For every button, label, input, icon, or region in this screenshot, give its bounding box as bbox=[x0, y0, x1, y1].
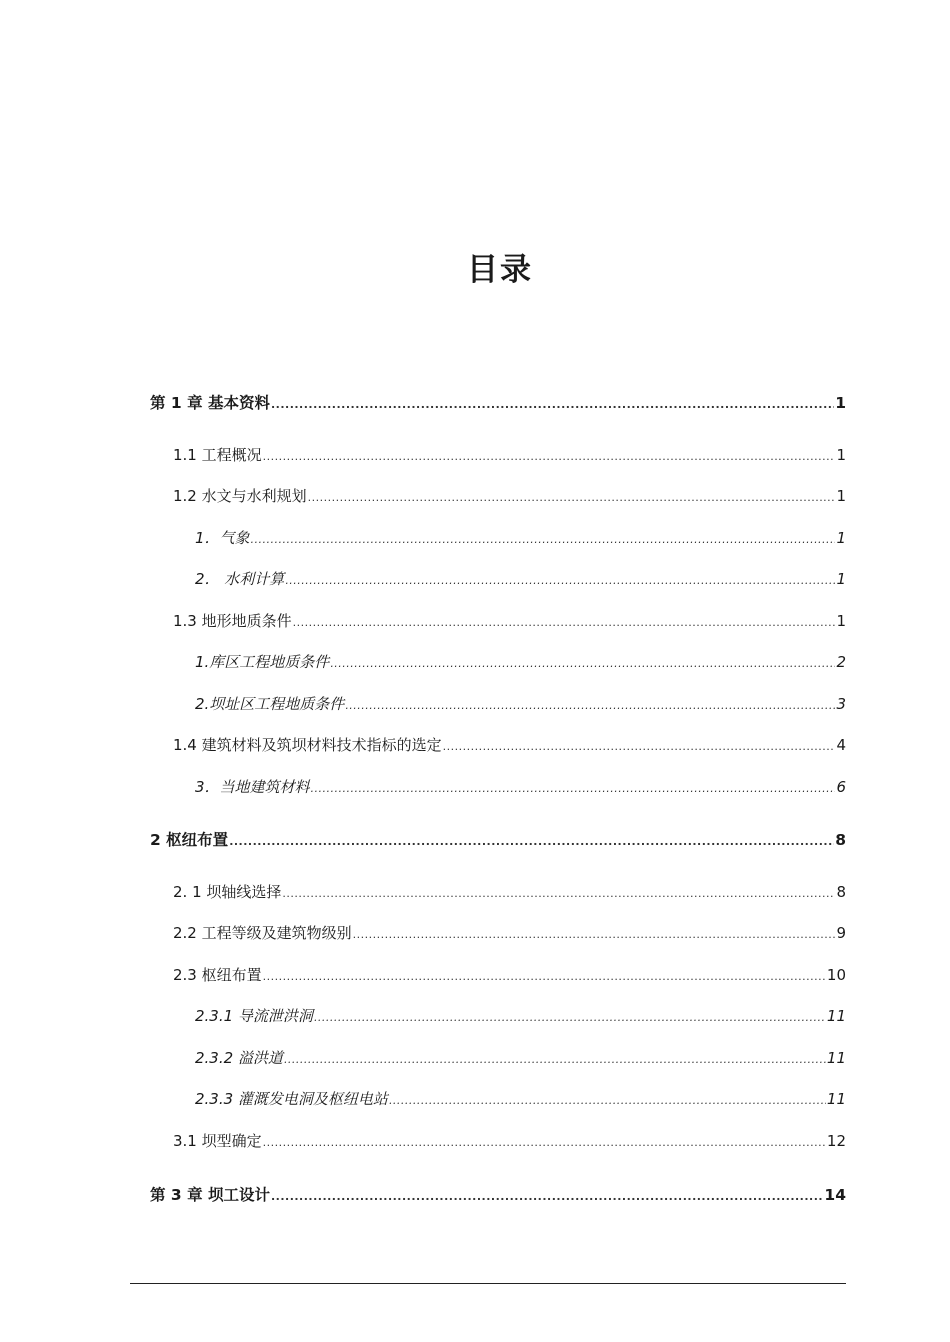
toc-entry[interactable] bbox=[173, 485, 846, 506]
toc-entry[interactable] bbox=[173, 964, 846, 985]
toc-entry-label: 2. 1 坝轴线选择 bbox=[173, 883, 282, 901]
toc-entry[interactable] bbox=[195, 568, 846, 589]
toc-entry-label: 2.3.1 导流泄洪洞 bbox=[195, 1007, 313, 1025]
toc-entry-page: 6 bbox=[836, 778, 846, 796]
toc-entry[interactable] bbox=[195, 1047, 846, 1068]
toc-entry-page: 4 bbox=[836, 736, 846, 754]
dot-leader bbox=[251, 533, 836, 546]
dot-leader bbox=[263, 450, 836, 463]
toc-entry-label: 1.1 工程概况 bbox=[173, 446, 262, 464]
toc-entry-page: 11 bbox=[826, 1007, 846, 1025]
toc-entry-label: 第 3 章 坝工设计 bbox=[150, 1186, 270, 1204]
toc-entry-page: 1 bbox=[836, 570, 846, 588]
dot-leader bbox=[263, 1136, 826, 1149]
page-title: 目录 bbox=[467, 252, 533, 288]
dot-leader bbox=[293, 616, 836, 629]
toc-entry-label: 3．当地建筑材料 bbox=[195, 778, 310, 796]
dot-leader bbox=[314, 1011, 826, 1024]
toc-entry[interactable] bbox=[173, 881, 846, 902]
toc-entry-label: 2． 水利计算 bbox=[195, 570, 285, 588]
toc-entry-label: 1.库区工程地质条件 bbox=[195, 653, 330, 671]
toc-entry[interactable] bbox=[195, 651, 846, 672]
toc-entry-label: 2.3.2 溢洪道 bbox=[195, 1049, 283, 1067]
toc-entry-label: 2.2 工程等级及建筑物级别 bbox=[173, 924, 352, 942]
toc-entry[interactable] bbox=[173, 610, 846, 631]
toc-entry-page: 3 bbox=[836, 695, 846, 713]
toc-entry[interactable] bbox=[173, 922, 846, 943]
toc-entry-label: 1.2 水文与水利规划 bbox=[173, 487, 307, 505]
dot-leader bbox=[271, 398, 834, 411]
toc-entry-page: 14 bbox=[824, 1186, 846, 1204]
toc-entry-page: 10 bbox=[826, 966, 846, 984]
dot-leader bbox=[285, 574, 835, 587]
toc-entry-label: 2.3 枢纽布置 bbox=[173, 966, 262, 984]
dot-leader bbox=[311, 782, 836, 795]
toc-entry[interactable] bbox=[173, 1130, 846, 1151]
toc-entry[interactable] bbox=[195, 776, 846, 797]
dot-leader bbox=[330, 657, 835, 670]
toc-entry-page: 1 bbox=[836, 612, 846, 630]
toc-entry-page: 1 bbox=[836, 446, 846, 464]
footer-rule bbox=[130, 1283, 846, 1284]
toc-entry-label: 1.3 地形地质条件 bbox=[173, 612, 292, 630]
toc-entry[interactable] bbox=[150, 1183, 846, 1205]
toc-entry-page: 8 bbox=[835, 831, 846, 849]
dot-leader bbox=[263, 970, 826, 983]
toc-entry-page: 11 bbox=[826, 1090, 846, 1108]
toc-entry[interactable] bbox=[173, 444, 846, 465]
toc-entry[interactable] bbox=[195, 1088, 846, 1109]
dot-leader bbox=[284, 1053, 826, 1066]
toc-entry-label: 1.4 建筑材料及筑坝材料技术指标的选定 bbox=[173, 736, 442, 754]
toc-entry-label: 1．气象 bbox=[195, 529, 250, 547]
toc-entry-page: 1 bbox=[836, 529, 846, 547]
toc-entry[interactable] bbox=[195, 1005, 846, 1026]
toc-entry-page: 12 bbox=[826, 1132, 846, 1150]
toc-entry-page: 11 bbox=[826, 1049, 846, 1067]
toc-entry-label: 3.1 坝型确定 bbox=[173, 1132, 262, 1150]
dot-leader bbox=[229, 835, 834, 848]
dot-leader bbox=[389, 1094, 826, 1107]
dot-leader bbox=[443, 740, 836, 753]
dot-leader bbox=[282, 887, 835, 900]
dot-leader bbox=[308, 491, 836, 504]
dot-leader bbox=[345, 699, 835, 712]
toc-entry-label: 第 1 章 基本资料 bbox=[150, 394, 270, 412]
toc-entry-label: 2.3.3 灌溉发电洞及枢纽电站 bbox=[195, 1090, 388, 1108]
toc-entry-page: 2 bbox=[836, 653, 846, 671]
dot-leader bbox=[353, 928, 836, 941]
dot-leader bbox=[271, 1190, 823, 1203]
toc-entry[interactable] bbox=[150, 391, 846, 413]
toc-entry-page: 8 bbox=[836, 883, 846, 901]
toc-entry[interactable] bbox=[195, 527, 846, 548]
toc-entry[interactable] bbox=[173, 734, 846, 755]
toc-entry[interactable] bbox=[150, 828, 846, 850]
toc-entry-page: 1 bbox=[836, 487, 846, 505]
toc-entry-page: 1 bbox=[835, 394, 846, 412]
toc-entry-label: 2 枢纽布置 bbox=[150, 831, 229, 849]
toc-entry[interactable] bbox=[195, 693, 846, 714]
toc-entry-page: 9 bbox=[836, 924, 846, 942]
toc-entry-label: 2.坝址区工程地质条件 bbox=[195, 695, 345, 713]
